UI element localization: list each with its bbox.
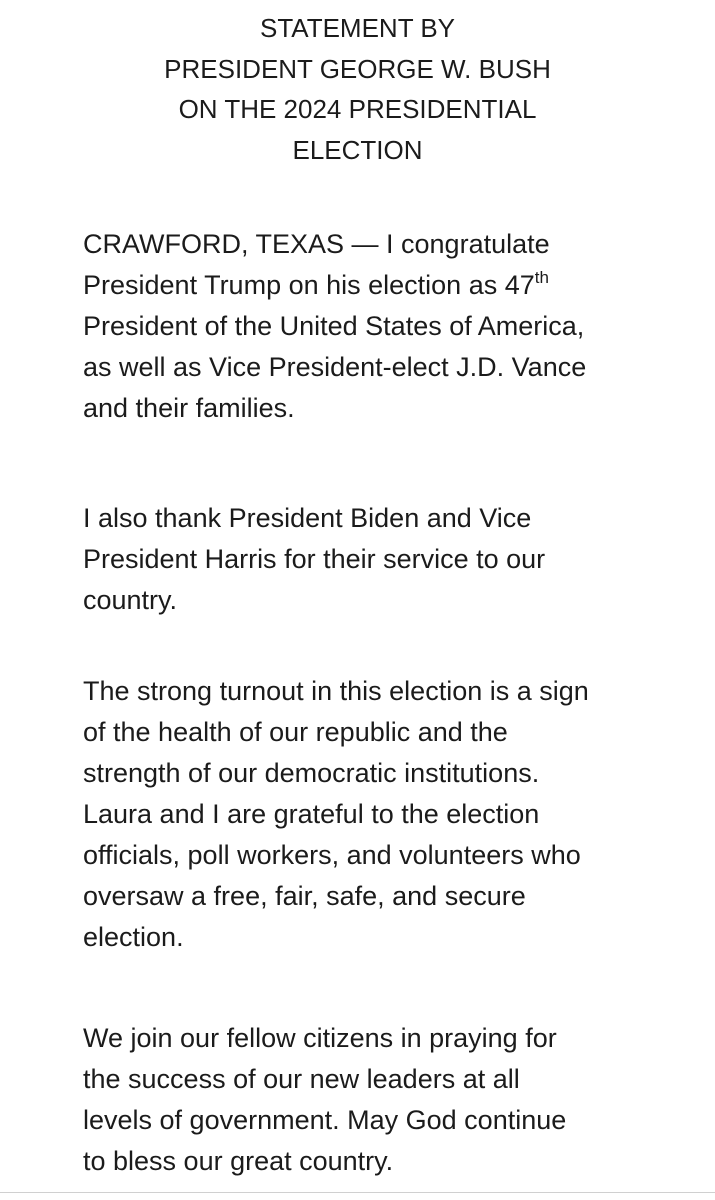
paragraph-line: oversaw a free, fair, safe, and secure (83, 881, 526, 911)
paragraph-line: I also thank President Biden and Vice (83, 503, 532, 533)
paragraph-prayer (83, 1018, 683, 1182)
paragraph-line: President Harris for their service to our (83, 544, 546, 574)
paragraph-line: country. (83, 585, 178, 615)
paragraph-line: Laura and I are grateful to the election (83, 799, 540, 829)
bottom-divider (0, 1192, 715, 1193)
paragraph-line: as well as Vice President-elect J.D. Vance (83, 352, 587, 382)
paragraph-turnout (83, 671, 683, 958)
paragraph-thanks (83, 498, 683, 621)
paragraph-line: strength of our democratic institutions. (83, 758, 540, 788)
paragraph-line (83, 265, 683, 306)
paragraph-line: the success of our new leaders at all (83, 1064, 520, 1094)
paragraph-line: CRAWFORD, TEXAS — I congratulate (83, 229, 550, 259)
paragraph-line: The strong turnout in this election is a sign (83, 676, 589, 706)
paragraph-line: of the health of our republic and the (83, 717, 508, 747)
title-line: ON THE 2024 PRESIDENTIAL (178, 94, 537, 124)
paragraph-line: election. (83, 922, 184, 952)
paragraph-line: levels of government. May God continue (83, 1105, 567, 1135)
paragraph-line-text: President Trump on his election as 47 (83, 270, 535, 300)
statement-title (0, 8, 715, 170)
paragraph-line: President of the United States of America, (83, 311, 585, 341)
paragraph-line: and their families. (83, 393, 295, 423)
paragraph-line: We join our fellow citizens in praying for (83, 1023, 557, 1053)
ordinal-superscript: th (534, 268, 549, 287)
paragraph-congratulations (83, 224, 683, 429)
title-line: ELECTION (292, 134, 423, 165)
title-line: STATEMENT BY (259, 13, 456, 43)
paragraph-line: to bless our great country. (83, 1146, 394, 1176)
paragraph-line: officials, poll workers, and volunteers who (83, 840, 581, 870)
title-line: PRESIDENT GEORGE W. BUSH (164, 53, 551, 84)
